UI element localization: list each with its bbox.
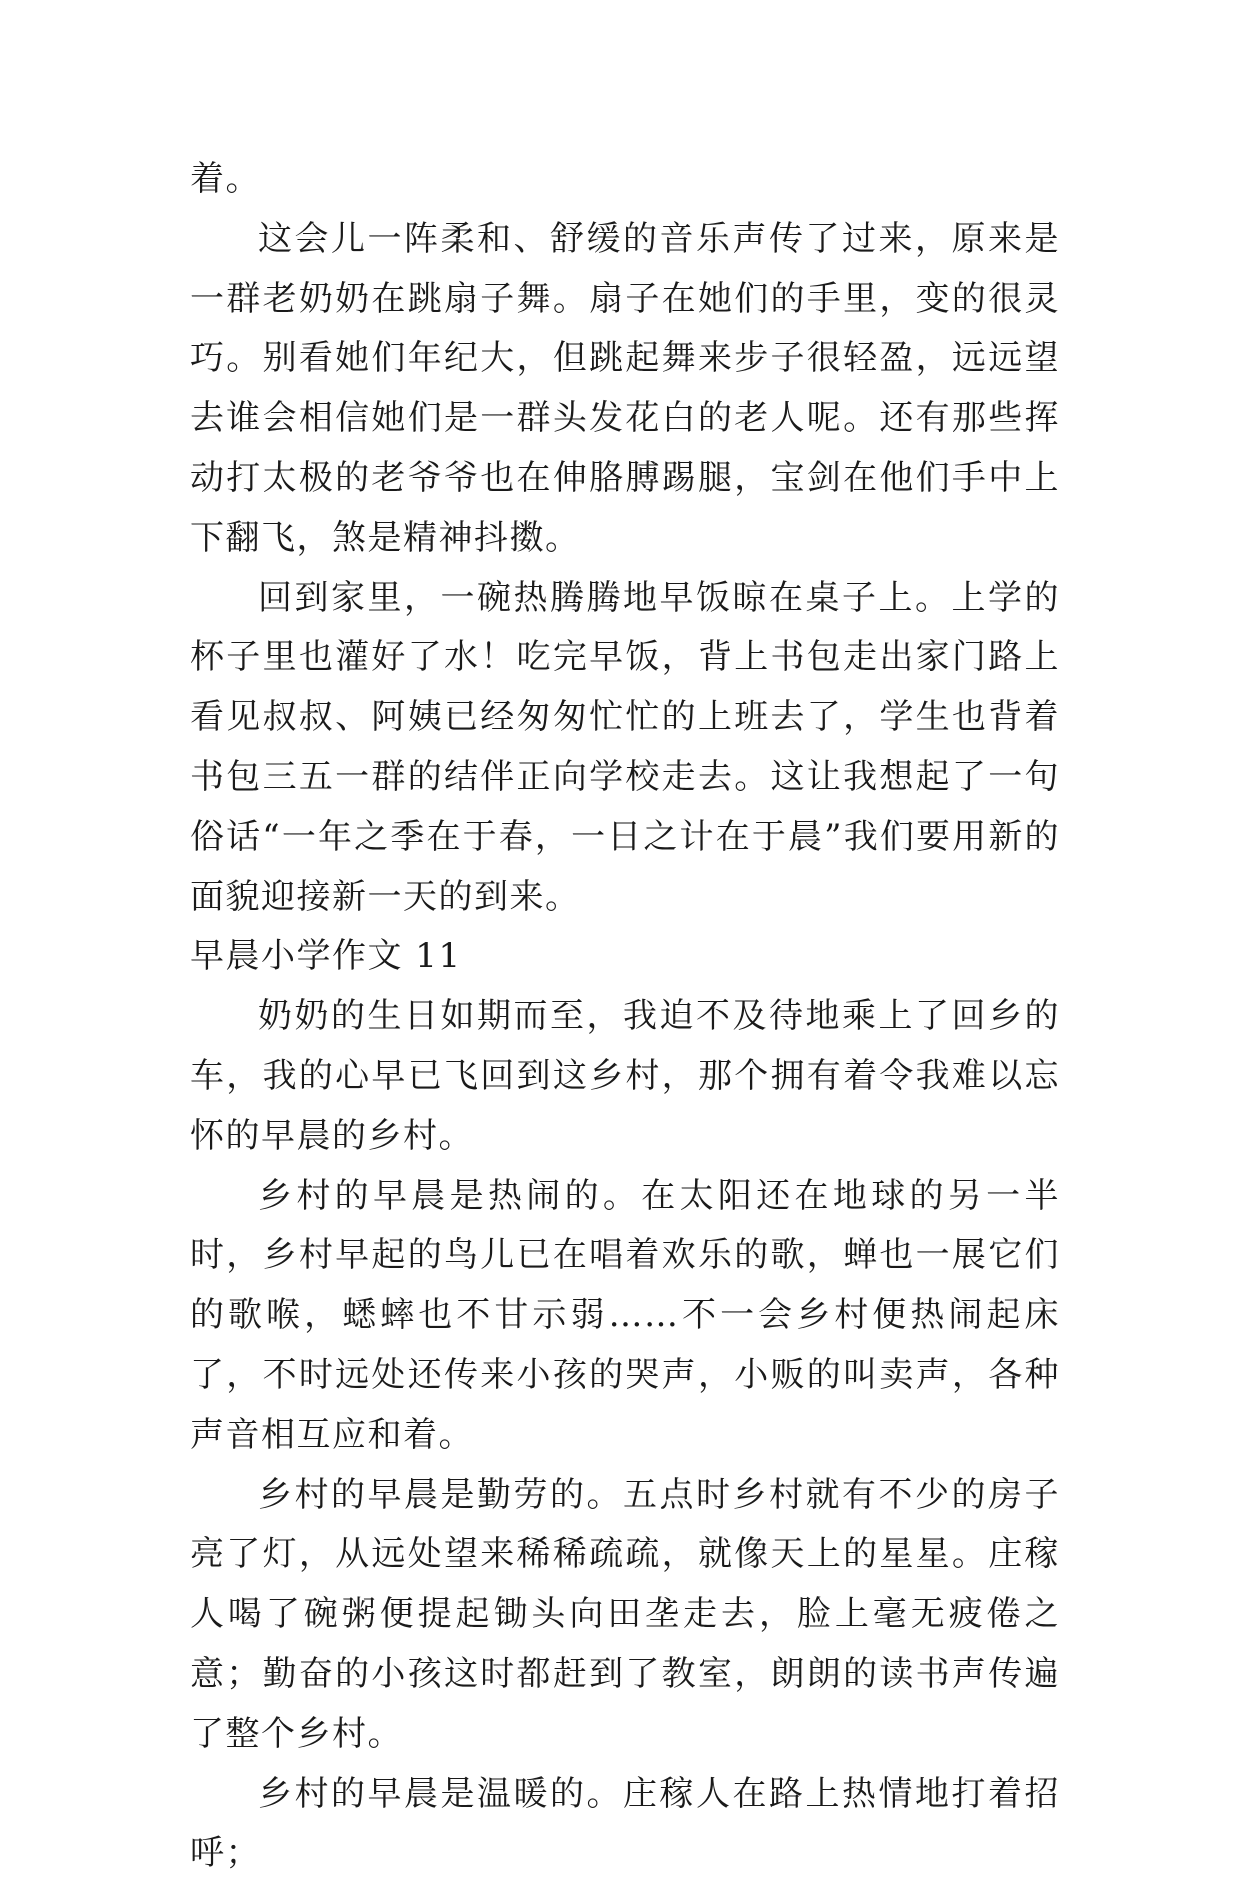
paragraph-grandma-birthday: 奶奶的生日如期而至，我迫不及待地乘上了回乡的车，我的心早已飞回到这乡村，那个拥有着令我难以忘怀的早晨的乡村。: [190, 996, 1060, 1156]
paragraph-continuation: 着。: [190, 159, 261, 199]
essay-title: 早晨小学作文 11: [190, 936, 462, 977]
paragraph-lively-morning: 乡村的早晨是热闹的。在太阳还在地球的另一半时，乡村早起的鸟儿已在唱着欢乐的歌，蝉也一展它们的歌喉，蟋蟀也不甘示弱……不一会乡村便热闹起床了，不时远处还传来小孩的哭声，小贩的叫卖声，各种声音相互应和着。: [190, 1175, 1060, 1455]
paragraph-fan-dance: 这会儿一阵柔和、舒缓的音乐声传了过来，原来是一群老奶奶在跳扇子舞。扇子在她们的手里，变的很灵巧。别看她们年纪大，但跳起舞来步子很轻盈，远远望去谁会相信她们是一群头发花白的老人呢。还有那些挥动打太极的老爷爷也在伸胳膊踢腿，宝剑在他们手中上下翻飞，煞是精神抖擞。: [190, 218, 1060, 558]
paragraph-back-home: 回到家里，一碗热腾腾地早饭晾在桌子上。上学的杯子里也灌好了水！吃完早饭，背上书包走出家门路上看见叔叔、阿姨已经匆匆忙忙的上班去了，学生也背着书包三五一群的结伴正向学校走去。这让我想起了一句俗话“一年之季在于春，一日之计在于晨”我们要用新的面貌迎接新一天的到来。: [190, 577, 1060, 917]
paragraph-warm-morning: 乡村的早晨是温暖的。庄稼人在路上热情地打着招呼；: [190, 1773, 1060, 1874]
paragraph-diligent-morning: 乡村的早晨是勤劳的。五点时乡村就有不少的房子亮了灯，从远处望来稀稀疏疏，就像天上的星星。庄稼人喝了碗粥便提起锄头向田垄走去，脸上毫无疲倦之意；勤奋的小孩这时都赶到了教室，朗朗的读书声传遍了整个乡村。: [190, 1474, 1060, 1754]
document-page: [190, 150, 1060, 1884]
